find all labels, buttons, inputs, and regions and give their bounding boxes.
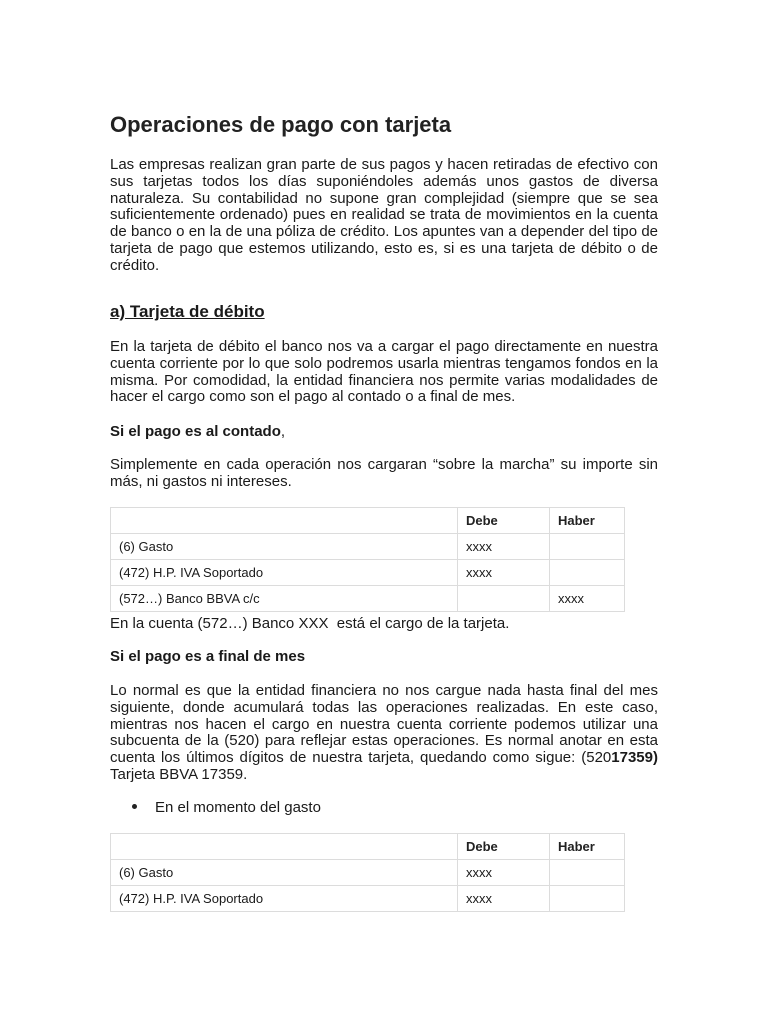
section-heading-debit: a) Tarjeta de débito bbox=[110, 302, 265, 321]
haber-cell: xxxx bbox=[550, 586, 625, 612]
table-header-row bbox=[111, 834, 625, 860]
account-cell: (472) H.P. IVA Soportado bbox=[111, 886, 458, 912]
table-row bbox=[111, 534, 625, 560]
contado-heading-bold: Si el pago es al contado bbox=[110, 423, 281, 440]
haber-cell bbox=[550, 886, 625, 912]
table-contado bbox=[110, 507, 625, 612]
intro-paragraph: Las empresas realizan gran parte de sus pagos y hacen retiradas de efectivo con sus tarjetas todos los días suponiéndoles además unos gastos de diversa naturaleza. Su contabilidad no supone gran complejidad (siempre que se sea suficientemente ordenado) pues en realidad se trata de movimientos en la cuenta de banco o en la de una póliza de crédito. Los apuntes van a depender del tipo de tarjeta de pago que estemos utilizando, esto es, si es una tarjeta de débito o de crédito. bbox=[110, 156, 658, 274]
section-a-paragraph-block bbox=[110, 339, 658, 406]
contado-paragraph: Simplemente en cada operación nos cargaran “sobre la marcha” su importe sin más, ni gastos ni intereses. bbox=[110, 456, 658, 490]
haber-cell bbox=[550, 534, 625, 560]
after-table-block bbox=[110, 615, 658, 632]
final-mes-heading-block bbox=[110, 648, 658, 665]
table-header-debe: Debe bbox=[458, 834, 550, 860]
table-row bbox=[111, 560, 625, 586]
table-header-debe: Debe bbox=[458, 508, 550, 534]
contado-heading-comma: , bbox=[280, 423, 286, 440]
final-mes-heading-bold: Si el pago es a final de mes bbox=[110, 648, 306, 665]
debit-paragraph: En la tarjeta de débito el banco nos va a cargar el pago directamente en nuestra cuenta corriente por lo que solo podremos usarla mientras tengamos fondos en la misma. Por comodidad, la entidad financiera nos permite varias modalidades de hacer el cargo como son el pago al contado o a final de mes. bbox=[110, 338, 658, 406]
contado-text-block bbox=[110, 457, 658, 491]
table-header-cell bbox=[111, 834, 458, 860]
section-a-heading-block bbox=[110, 302, 658, 322]
account-cell: (6) Gasto bbox=[111, 534, 458, 560]
table-header-haber: Haber bbox=[550, 508, 625, 534]
intro-block bbox=[110, 157, 658, 275]
account-cell: (6) Gasto bbox=[111, 860, 458, 886]
final-mes-text-a: Lo normal es que la entidad financiera no nos cargue nada hasta final del mes siguiente, donde acumulará todas las operaciones realizadas. En este caso, mientras nos hacen el cargo en nuestra cuenta corriente podemos utilizar una subcuenta de la (520) para reflejar estas operaciones. Es normal anotar en esta cuenta los últimos dígitos de nuestra tarjeta, quedando como sigue: (520 bbox=[110, 682, 658, 767]
contado-heading-block bbox=[110, 423, 658, 440]
final-mes-heading bbox=[110, 648, 658, 665]
bullet-text: En el momento del gasto bbox=[155, 799, 321, 816]
final-mes-paragraph bbox=[110, 683, 658, 784]
table-row bbox=[111, 886, 625, 912]
final-mes-text-block bbox=[110, 683, 658, 784]
haber-cell bbox=[550, 860, 625, 886]
final-mes-text-b: Tarjeta BBVA 17359. bbox=[110, 765, 248, 783]
table-header-row bbox=[111, 508, 625, 534]
table-contado-wrap bbox=[110, 507, 658, 612]
debe-cell: xxxx bbox=[458, 560, 550, 586]
contado-heading bbox=[110, 423, 658, 440]
debe-cell bbox=[458, 586, 550, 612]
debe-cell: xxxx bbox=[458, 534, 550, 560]
list-item bbox=[132, 799, 321, 816]
table-final-mes-wrap bbox=[110, 833, 658, 912]
account-cell: (472) H.P. IVA Soportado bbox=[111, 560, 458, 586]
after-table-text: En la cuenta (572…) Banco XXX está el cargo de la tarjeta. bbox=[110, 615, 510, 632]
debe-cell: xxxx bbox=[458, 886, 550, 912]
bullet-icon bbox=[132, 804, 137, 809]
table-row bbox=[111, 586, 625, 612]
table-header-haber: Haber bbox=[550, 834, 625, 860]
table-final-mes bbox=[110, 833, 625, 912]
debe-cell: xxxx bbox=[458, 860, 550, 886]
page-title: Operaciones de pago con tarjeta bbox=[110, 112, 452, 137]
account-cell: (572…) Banco BBVA c/c bbox=[111, 586, 458, 612]
table-header-cell bbox=[111, 508, 458, 534]
haber-cell bbox=[550, 560, 625, 586]
final-mes-text-bold: 17359) bbox=[611, 749, 658, 767]
table-row bbox=[111, 860, 625, 886]
